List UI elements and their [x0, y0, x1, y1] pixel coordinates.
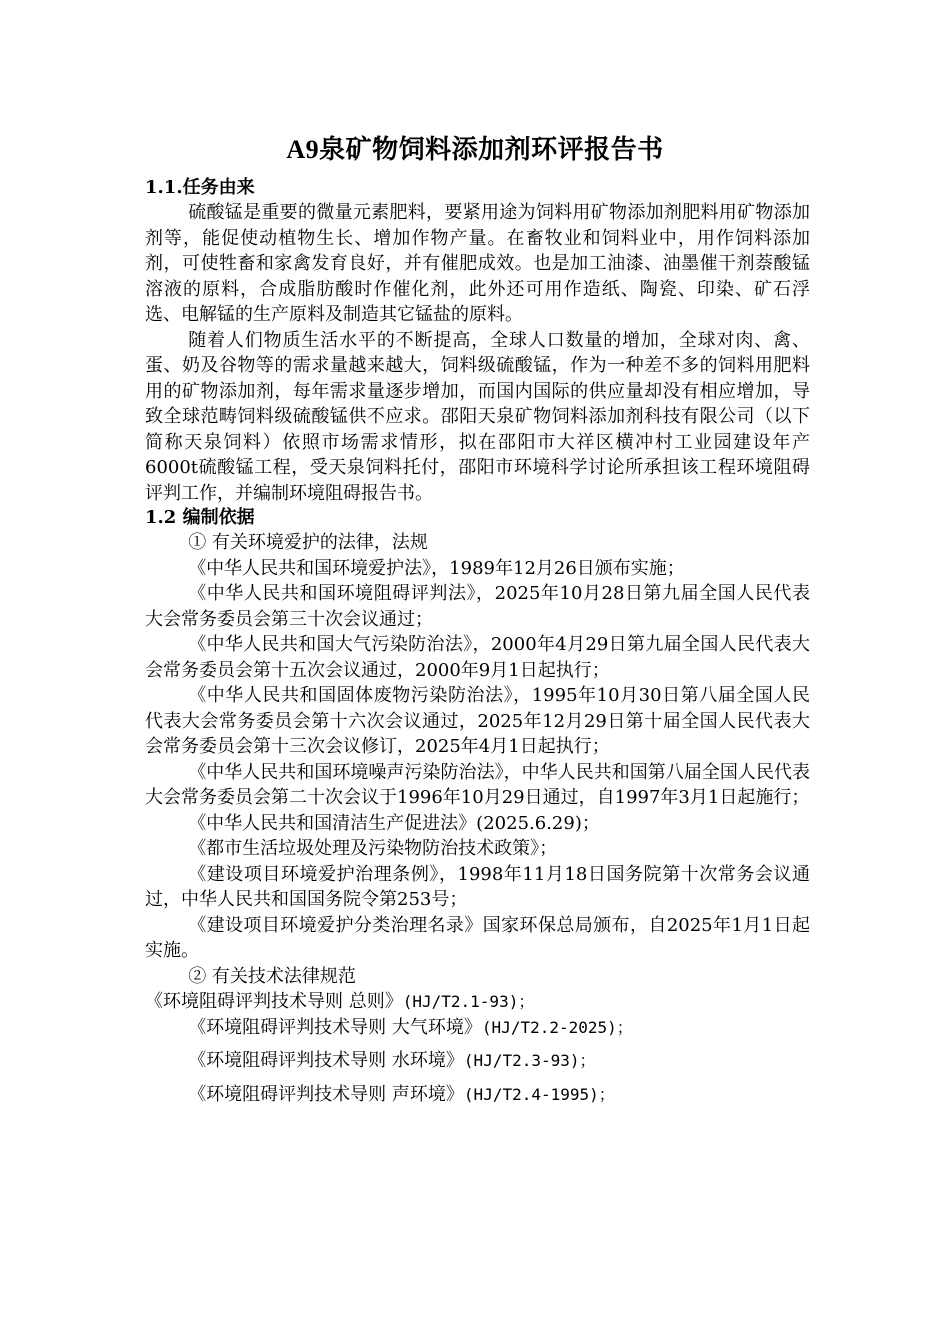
standard-name: 《环境阻碍评判技术导则 声环境》 — [188, 1083, 464, 1105]
law-item: 《中华人民共和国清洁生产促进法》(2025.6.29)； — [188, 812, 600, 834]
section-heading-task-origin: 1.1.任务由来 — [145, 177, 255, 198]
standard-code: (HJ/T2.4-1995)； — [463, 1084, 615, 1104]
paragraph: 随着人们物质生活水平的不断提高，全球人口数量的增加，全球对肉、禽、蛋、奶及谷物等的需求量越来越大，饲料级硫酸锰，作为一种差不多的饲料用肥料用的矿物添加剂，每年需求量逐步增加，而国内国际的供应量却没有相应增加，导致全球范畴饲料级硫酸锰供不应求。邵阳天泉矿物饲料添加剂科技有限公司（以下简称天泉饲料）依照市场需求情形，拟在邵阳市大祥区横冲村工业园建设年产6000t硫酸锰工程，受天泉饲料托付，邵阳市环境科学讨论所承担该工程环境阻碍评判工作，并编制环境阻碍报告书。 — [145, 329, 810, 504]
section-heading-compilation-basis: 1.2 编制依据 — [145, 507, 255, 528]
law-item: 《建设项目环境爱护治理条例》，1998年11月18日国务院第十次常务会议通过，中华人民共和国国务院令第253号； — [145, 863, 810, 910]
standard-name: 《环境阻碍评判技术导则 大气环境》 — [188, 1016, 482, 1038]
standard-code: (HJ/T2.1-93)； — [402, 992, 535, 1011]
standard-item — [145, 1082, 810, 1108]
law-item: 《建设项目环境爱护分类治理名录》国家环保总局颁布，自2025年1月1日起实施。 — [145, 914, 810, 961]
subheading-technical-standards: ② 有关技术法律规范 — [188, 965, 356, 987]
law-item: 《都市生活垃圾处理及污染物防治技术政策》； — [188, 838, 558, 859]
law-item: 《中华人民共和国大气污染防治法》，2000年4月29日第九届全国人民代表大会常务委员会第十五次会议通过，2000年9月1日起执行； — [145, 634, 810, 681]
standard-name: 《环境阻碍评判技术导则 总则》 — [145, 991, 403, 1012]
document-title: A9泉矿物饲料添加剂环评报告书 — [286, 135, 664, 164]
law-item: 《中华人民共和国环境噪声污染防治法》，中华人民共和国第八届全国人民代表大会常务委员会第二十次会议于1996年10月29日通过，自1997年3月1日起施行； — [145, 761, 810, 808]
subheading-laws: ① 有关环境爱护的法律，法规 — [188, 532, 428, 553]
standard-name: 《环境阻碍评判技术导则 水环境》 — [188, 1050, 464, 1071]
law-item: 《中华人民共和国环境爱护法》，1989年12月26日颁布实施； — [188, 557, 685, 579]
standard-item — [145, 1048, 810, 1074]
standard-item — [145, 1015, 810, 1041]
law-item: 《中华人民共和国固体废物污染防治法》，1995年10月30日第八届全国人民代表大会常务委员会第十六次会议通过，2025年12月29日第十届全国人民代表大会常务委员会第十三次会议修订，2025年4月1日起执行； — [145, 685, 810, 757]
standard-code: (HJ/T2.2-2025)； — [481, 1017, 633, 1037]
document-body — [145, 176, 810, 1107]
law-item: 《中华人民共和国环境阻碍评判法》，2025年10月28日第九届全国人民代表大会常务委员会第三十次会议通过； — [145, 583, 810, 630]
standard-code: (HJ/T2.3-93)； — [463, 1051, 596, 1070]
paragraph: 硫酸锰是重要的微量元素肥料，要紧用途为饲料用矿物添加剂肥料用矿物添加剂等，能促使动植物生长、增加作物产量。在畜牧业和饲料业中，用作饲料添加剂，可使牲畜和家禽发育良好，并有催肥成效。也是加工油漆、油墨催干剂萘酸锰溶液的原料，合成脂肪酸时作催化剂，此外还可用作造纸、陶瓷、印染、矿石浮选、电解锰的生产原料及制造其它锰盐的原料。 — [145, 202, 810, 325]
standard-item — [145, 989, 810, 1015]
